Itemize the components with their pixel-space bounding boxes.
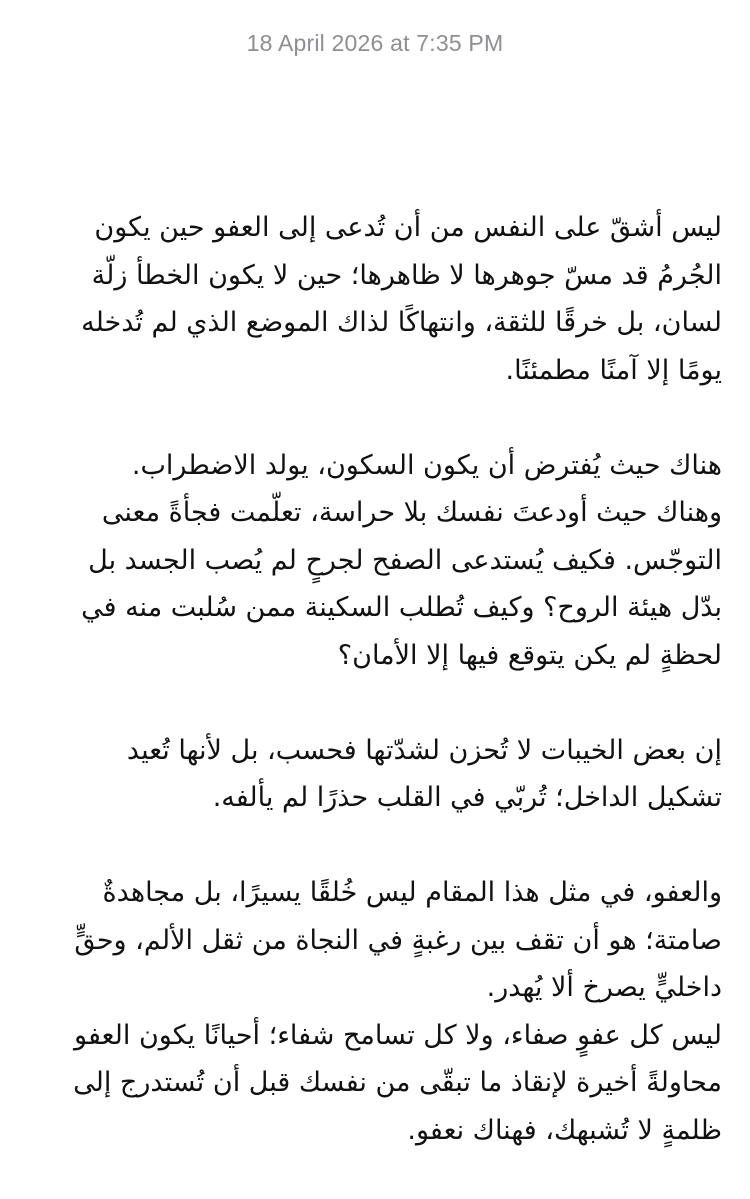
note-paragraph: إن بعض الخيبات لا تُحزن لشدّتها فحسب، بل لأنها تُعيد تشكيل الداخل؛ تُربّي في القلب حذرًا لم يألفه. (126, 734, 722, 813)
paragraph-gap (66, 394, 722, 442)
note-paragraph: والعفو، في مثل هذا المقام ليس خُلقًا يسيرًا، بل مجاهدةٌ صامتة؛ هو أن تقف بين رغبةٍ في النجاة من ثقل الألم، وحقٍّ داخليٍّ يصرخ ألا يُهدر. (74, 877, 722, 1003)
note-paragraph: هناك حيث يُفترض أن يكون السكون، يولد الاضطراب. (131, 449, 722, 481)
paragraph-gap (66, 822, 722, 870)
paragraph-gap (66, 679, 722, 727)
note-paragraph: ليس كل عفوٍ صفاء، ولا كل تسامح شفاء؛ أحيانًا يكون العفو محاولةً أخيرة لإنقاذ ما تبقّى من نفسك قبل أن تُستدرج إلى ظلمةٍ لا تُشبهك، فهناك نعفو. (73, 1019, 722, 1146)
note-paragraph: ليس أشقّ على النفس من أن تُدعى إلى العفو حين يكون الجُرمُ قد مسّ جوهرها لا ظاهرها؛ حين لا يكون الخطأ زلّة لسان، بل خرقًا للثقة، وانتهاكًا لذاك الموضع الذي لم تُدخله يومًا إلا آمنًا مطمئنًا. (81, 212, 722, 386)
note-body[interactable] (66, 204, 722, 1154)
note-paragraph: وهناك حيث أودعتَ نفسك بلا حراسة، تعلّمت فجأةً معنى التوجّس. فكيف يُستدعى الصفح لجرحٍ لم يُصب الجسد بل بدّل هيئة الروح؟ وكيف تُطلب السكينة ممن سُلبت منه في لحظةٍ لم يكن يتوقع فيها إلا الأمان؟ (81, 497, 722, 671)
note-timestamp: 18 April 2026 at 7:35 PM (246, 30, 504, 56)
